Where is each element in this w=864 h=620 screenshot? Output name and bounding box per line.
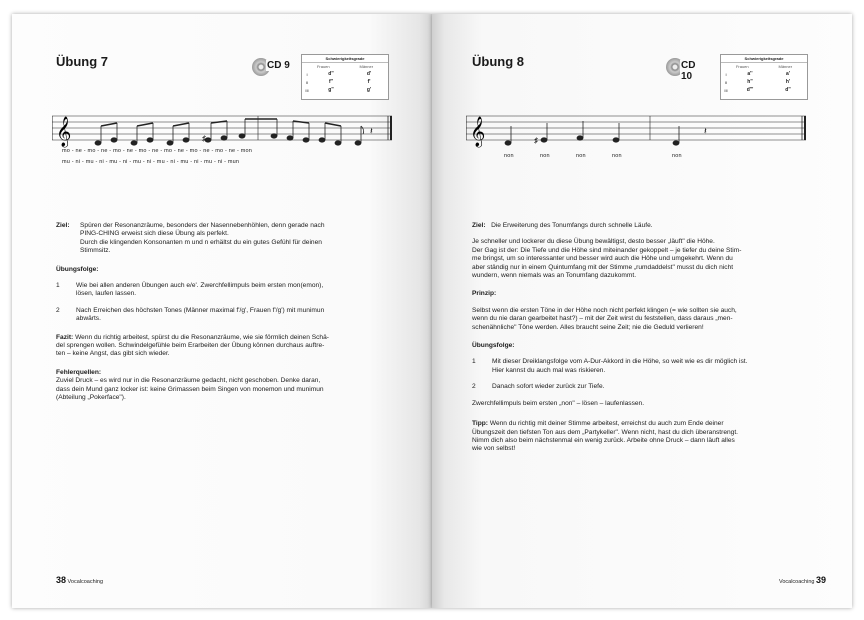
page-number: 38 [56,575,67,585]
book-spread [12,14,852,608]
difficulty-title: Schwierigkeitsgrade [302,55,388,63]
page-footer [56,575,103,585]
syllable: non [612,153,622,159]
diaphragm-note: Zwerchfellimpuls beim ersten „non" – lösen – laufenlassen. [472,399,645,407]
syllable: non [504,153,514,159]
sharp-icon: ♯ [202,134,206,143]
list-item: 1 Mit dieser Dreiklangsfolge vom A-Dur-Akkord in die Höhe, so weit wie es dir möglich ist. Hier kannst du auch mal was riskieren. [472,358,748,374]
footer-label: Vocalcoaching [778,579,815,585]
difficulty-row: I a'' a' [725,71,790,77]
difficulty-row: II h'' h' [724,79,791,85]
treble-clef-icon: 𝄞 [56,117,72,147]
principle-heading: Prinzip: [472,290,497,298]
difficulty-row: III d''' d'' [724,87,791,93]
list-item: 2 Nach Erreichen des höchsten Tones (Männer maximal f'/g', Frauen f'/g') mit munimun abwärts. [56,306,325,323]
left-body: Ziel: Spüren der Resonanzräume, besonders der Nasennebenhöhlen, denn gerade nach PING-CHING erweist sich diese Übung als perfekt. Durch die klingenden Konsonanten m und n erhältst du ein gutes Gefühl für deinen Stimmsitz. Übungsfolge: 1 Wie bei allen anderen Übungen auch e/e'. Zwerchfellimpuls beim ersten mon(emon), lösen, laufen lassen. 2 Nach Erreichen des höchsten Tones (Männer maximal f'/g', Frauen f'/g') mit munimun abwärts. Fazit: Wenn du richtig arbeitest, spürst du die Resonanzräume, wie sie förmlich deinen Schä- del sprengen wollen. Schwindelgefühle beim Erarbeiten der Übung können durchaus auftre- ten – keine Angst, das gibt sich wieder. Fehlerquellen: Zuviel Druck – es wird nur in die Resonanzräume gedacht, nicht geschoben. Denke daran, dass dein Mund ganz locker ist: keine Grimassen beim Singen von monemon und munimun (Abteilung „Pokerface"). [56,222,406,403]
right-page [432,14,852,608]
col-women: Frauen [735,64,749,69]
page-number: 39 [815,575,826,585]
left-page [12,14,432,608]
syllable: non [576,153,586,159]
col-women: Frauen [316,64,330,69]
difficulty-table [720,54,808,100]
exercise-sequence-heading: Übungsfolge: [56,265,99,273]
error-sources-heading: Fehlerquellen: [56,368,102,376]
difficulty-row: I d'' d' [306,71,372,77]
cd-badge [666,58,706,82]
syllable: non [540,153,550,159]
tip: Tipp: Wenn du richtig mit deiner Stimme arbeitest, erreichst du auch zum Ende deiner [472,420,724,428]
music-staff [466,110,811,150]
exercise-title: Übung 7 [56,54,108,69]
sharp-icon: ♯ [534,136,538,145]
cd-label: CD 10 [680,60,706,82]
difficulty-row: III g'' g' [305,87,372,93]
goal-section: Ziel: Die Erweiterung des Tonumfangs durch schnelle Läufe. [472,222,653,229]
exercise-title: Übung 8 [472,54,524,69]
syllable: non [672,153,682,159]
goal-label: Ziel: [56,222,70,229]
cd-label: CD 9 [267,60,290,71]
syllables-line-2: mu - ni - mu - ni - mu - ni - mu - ni - mu - ni - mu - ni - mu - ni - mun [62,159,240,165]
footer-label: Vocalcoaching [67,579,104,585]
difficulty-row: II f'' f' [305,79,371,85]
music-staff [52,110,397,150]
cd-badge [252,58,292,76]
list-item: 1 Wie bei allen anderen Übungen auch e/e'. Zwerchfellimpuls beim ersten mon(emon), lösen, laufen lassen. [56,282,324,298]
rest-icon: 𝄽 [704,126,707,136]
col-men: Männer [778,64,793,69]
rest-icon: 𝄽 [370,126,373,136]
exercise-sequence-heading: Übungsfolge: [472,342,515,350]
goal-section: Ziel: Spüren der Resonanzräume, besonders der Nasennebenhöhlen, denn gerade nach PING-CHING erweist sich diese Übung als perfekt. Durch die klingenden Konsonanten m und n erhältst du ein gutes Gefühl für deinen Stimmsitz. [56,222,325,255]
conclusion: Fazit: Wenn du richtig arbeitest, spürst du die Resonanzräume, wie sie förmlich deinen Schä- [56,333,329,341]
right-body: Ziel: Die Erweiterung des Tonumfangs durch schnelle Läufe. Je schneller und lockerer du diese Übung bewältigst, desto besser „läuft" die Höhe. Der Gag ist der: Die Tiefe und die Höhe sind miteinander gekoppelt – je tiefer du deine Stim- me bringst, um so interessanter und besser wird auch die Höhe und umgekehrt. Wenn du aber ständig nur in einem Quintumfang mit der Stimme „rumdaddelst" musst du dich nicht wundern, wenn niemals was an Tonumfang dazukommt. Prinzip: Selbst wenn die ersten Töne in der Höhe noch nicht perfekt klingen (= wie sollten sie auch, wenn du nie daran gearbeitet hast?) – mit der Zeit wirst du feststellen, dass daraus „men- schenähnliche" Töne werden. Alles braucht seine Zeit; nie die Geduld verlieren! Übungsfolge: 1 Mit dieser Dreiklangsfolge vom A-Dur-Akkord in die Höhe, so weit wie es dir möglich ist. Hier kannst du auch mal was riskieren. 2 Danach sofort wieder zurück zur Tiefe. Zwerchfellimpuls beim ersten „non" – lösen – laufenlassen. Tipp: Wenn du richtig mit deiner Stimme arbeitest, erreichst du auch zum Ende deiner Übungszeit den tiefsten Ton aus dem „Partykeller". Wenn nicht, hast du dich überanstrengt. Nimm dich also beim nächstenmal ein wenig zurück. Arbeite ohne Druck – dann läuft alles wie von selbst! [472,222,824,454]
difficulty-title: Schwierigkeitsgrade [721,55,807,63]
syllables-line-1: mo - ne - mo - ne - mo - ne - mo - ne - mo - ne - mo - ne - mo - ne - mon [62,148,253,154]
difficulty-table [301,54,389,100]
col-men: Männer [359,64,374,69]
page-footer [779,575,826,585]
treble-clef-icon: 𝄞 [470,117,486,147]
list-item: 2 Danach sofort wieder zurück zur Tiefe. [472,383,605,391]
